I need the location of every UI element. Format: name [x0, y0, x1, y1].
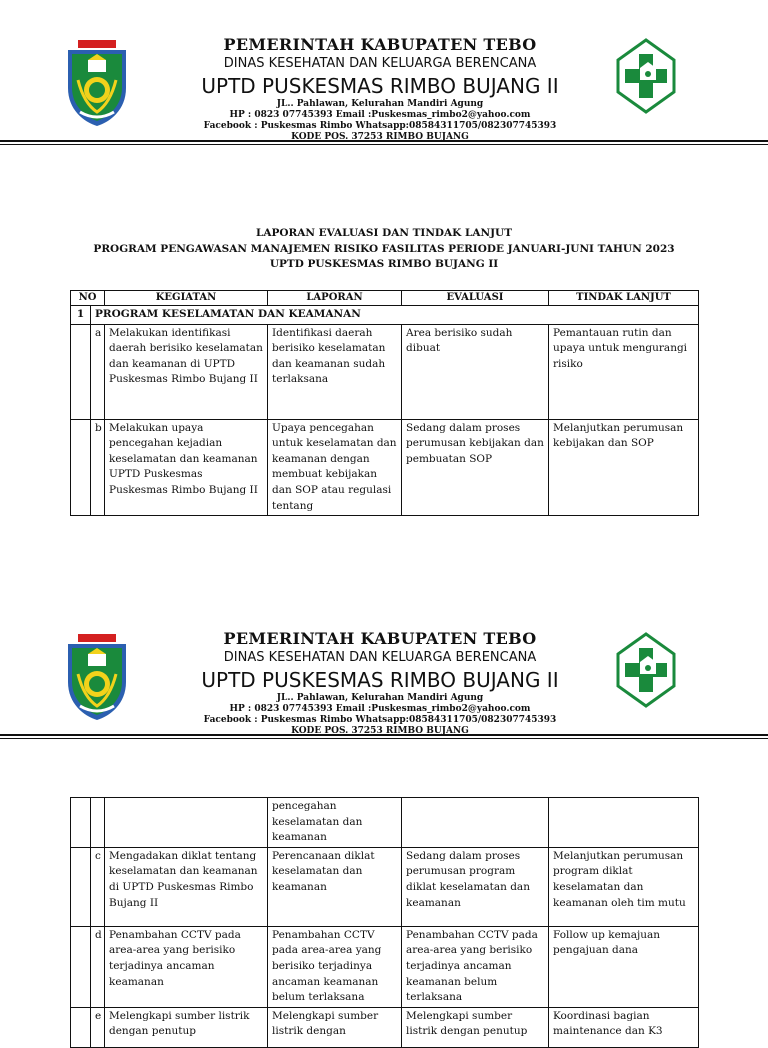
header-evaluasi: EVALUASI: [402, 291, 549, 306]
contact-info: HP : 0823 07745393 Email :Puskesmas_rimbo2@yahoo.com: [229, 110, 531, 120]
cell-evaluasi: Penambahan CCTV pada area-area yang berisiko terjadinya ancaman keamanan belum terlaksana: [402, 926, 549, 1007]
row-letter: e: [91, 1007, 105, 1047]
letterhead-text: [150, 36, 610, 143]
row-letter: c: [91, 847, 105, 926]
letterhead: [0, 594, 768, 744]
government-name: PEMERINTAH KABUPATEN TEBO: [223, 629, 537, 648]
document-page-2: [0, 594, 768, 1038]
cell-evaluasi: Melengkapi sumber listrik dengan penutup: [402, 1007, 549, 1047]
cell-kegiatan: Melakukan identifikasi daerah berisiko keselamatan dan keamanan di UPTD Puskesmas Rimbo Bujang II: [105, 324, 268, 419]
evaluation-table-continued: [70, 797, 699, 1048]
header-no: NO: [71, 291, 105, 306]
empty-cell: [71, 324, 91, 419]
address: JL.. Pahlawan, Kelurahan Mandiri Agung: [276, 99, 484, 109]
cell-laporan: Penambahan CCTV pada area-area yang berisiko terjadinya ancaman keamanan belum terlaksana: [268, 926, 402, 1007]
row-letter: b: [91, 419, 105, 516]
postal-code: KODE POS. 37253 RIMBO BUJANG: [291, 726, 469, 736]
cell-tindak-lanjut: Follow up kemajuan pengajuan dana: [549, 926, 699, 1007]
contact-info: HP : 0823 07745393 Email :Puskesmas_rimbo2@yahoo.com: [229, 704, 531, 714]
empty-cell: [71, 847, 91, 926]
cell-tindak-lanjut: Melanjutkan perumusan program diklat keselamatan dan keamanan oleh tim mutu: [549, 847, 699, 926]
row-letter: a: [91, 324, 105, 419]
cell-evaluasi: Sedang dalam proses perumusan kebijakan dan pembuatan SOP: [402, 419, 549, 516]
puskesmas-name: UPTD PUSKESMAS RIMBO BUJANG II: [201, 668, 559, 692]
table-row: [71, 926, 699, 1007]
empty-cell: [549, 798, 699, 848]
table-row: [71, 847, 699, 926]
table-row: [71, 419, 699, 516]
report-title-line-2: PROGRAM PENGAWASAN MANAJEMEN RISIKO FASILITAS PERIODE JANUARI-JUNI TAHUN 2023: [93, 242, 675, 255]
cell-kegiatan: Melakukan upaya pencegahan kejadian keselamatan dan keamanan UPTD Puskesmas Puskesmas Rimbo Bujang II: [105, 419, 268, 516]
cell-laporan: Melengkapi sumber listrik dengan: [268, 1007, 402, 1047]
evaluation-table: [70, 290, 699, 516]
empty-cell: [105, 798, 268, 848]
cell-evaluasi: Sedang dalam proses perumusan program diklat keselamatan dan keamanan: [402, 847, 549, 926]
address: JL.. Pahlawan, Kelurahan Mandiri Agung: [276, 693, 484, 703]
cell-laporan: Identifikasi daerah berisiko keselamatan dan keamanan sudah terlaksana: [268, 324, 402, 419]
cell-kegiatan: Melengkapi sumber listrik dengan penutup: [105, 1007, 268, 1047]
puskesmas-cross-icon: [616, 632, 676, 708]
department-name: DINAS KESEHATAN DAN KELUARGA BERENCANA: [223, 56, 537, 71]
table-row: [71, 1007, 699, 1047]
report-title: [0, 226, 768, 273]
cell-laporan: Upaya pencegahan untuk keselamatan dan keamanan dengan membuat kebijakan dan SOP atau regulasi tentang: [268, 419, 402, 516]
document-page-1: [0, 0, 768, 512]
cell-tindak-lanjut: Koordinasi bagian maintenance dan K3: [549, 1007, 699, 1047]
header-kegiatan: KEGIATAN: [105, 291, 268, 306]
cell-kegiatan: Mengadakan diklat tentang keselamatan dan keamanan di UPTD Puskesmas Rimbo Bujang II: [105, 847, 268, 926]
cell-tindak-lanjut: Pemantauan rutin dan upaya untuk mengurangi risiko: [549, 324, 699, 419]
empty-cell: [71, 798, 91, 848]
empty-cell: [71, 926, 91, 1007]
social-info: Facebook : Puskesmas Rimbo Whatsapp:08584311705/082307745393: [203, 121, 557, 131]
cell-laporan: Perencanaan diklat keselamatan dan keamanan: [268, 847, 402, 926]
report-title-line-1: LAPORAN EVALUASI DAN TINDAK LANJUT: [255, 227, 513, 239]
table-header-row: [71, 291, 699, 306]
empty-cell: [71, 419, 91, 516]
letterhead-text: [150, 630, 610, 737]
letterhead-rule: [0, 734, 768, 736]
cell-kegiatan: Penambahan CCTV pada area-area yang berisiko terjadinya ancaman keamanan: [105, 926, 268, 1007]
letterhead-rule-thin: [0, 738, 768, 739]
empty-cell: [402, 798, 549, 848]
section-number: 1: [71, 306, 91, 325]
letterhead-rule-thin: [0, 144, 768, 145]
table-row: [71, 324, 699, 419]
section-row: [71, 306, 699, 325]
table-row-continuation: [71, 798, 699, 848]
letterhead-rule: [0, 140, 768, 142]
cell-laporan: pencegahan keselamatan dan keamanan: [268, 798, 402, 848]
kabupaten-tebo-crest-icon: [66, 40, 128, 126]
row-letter: d: [91, 926, 105, 1007]
report-title-line-3: UPTD PUSKESMAS RIMBO BUJANG II: [269, 258, 499, 270]
header-tindak-lanjut: TINDAK LANJUT: [549, 291, 699, 306]
social-info: Facebook : Puskesmas Rimbo Whatsapp:08584311705/082307745393: [203, 715, 557, 725]
postal-code: KODE POS. 37253 RIMBO BUJANG: [291, 132, 469, 142]
puskesmas-name: UPTD PUSKESMAS RIMBO BUJANG II: [201, 74, 559, 98]
government-name: PEMERINTAH KABUPATEN TEBO: [223, 35, 537, 54]
empty-cell: [71, 1007, 91, 1047]
puskesmas-cross-icon: [616, 38, 676, 114]
letterhead: [0, 0, 768, 150]
header-laporan: LAPORAN: [268, 291, 402, 306]
department-name: DINAS KESEHATAN DAN KELUARGA BERENCANA: [223, 650, 537, 665]
empty-cell: [91, 798, 105, 848]
section-title: PROGRAM KESELAMATAN DAN KEAMANAN: [91, 306, 699, 325]
cell-evaluasi: Area berisiko sudah dibuat: [402, 324, 549, 419]
kabupaten-tebo-crest-icon: [66, 634, 128, 720]
cell-tindak-lanjut: Melanjutkan perumusan kebijakan dan SOP: [549, 419, 699, 516]
